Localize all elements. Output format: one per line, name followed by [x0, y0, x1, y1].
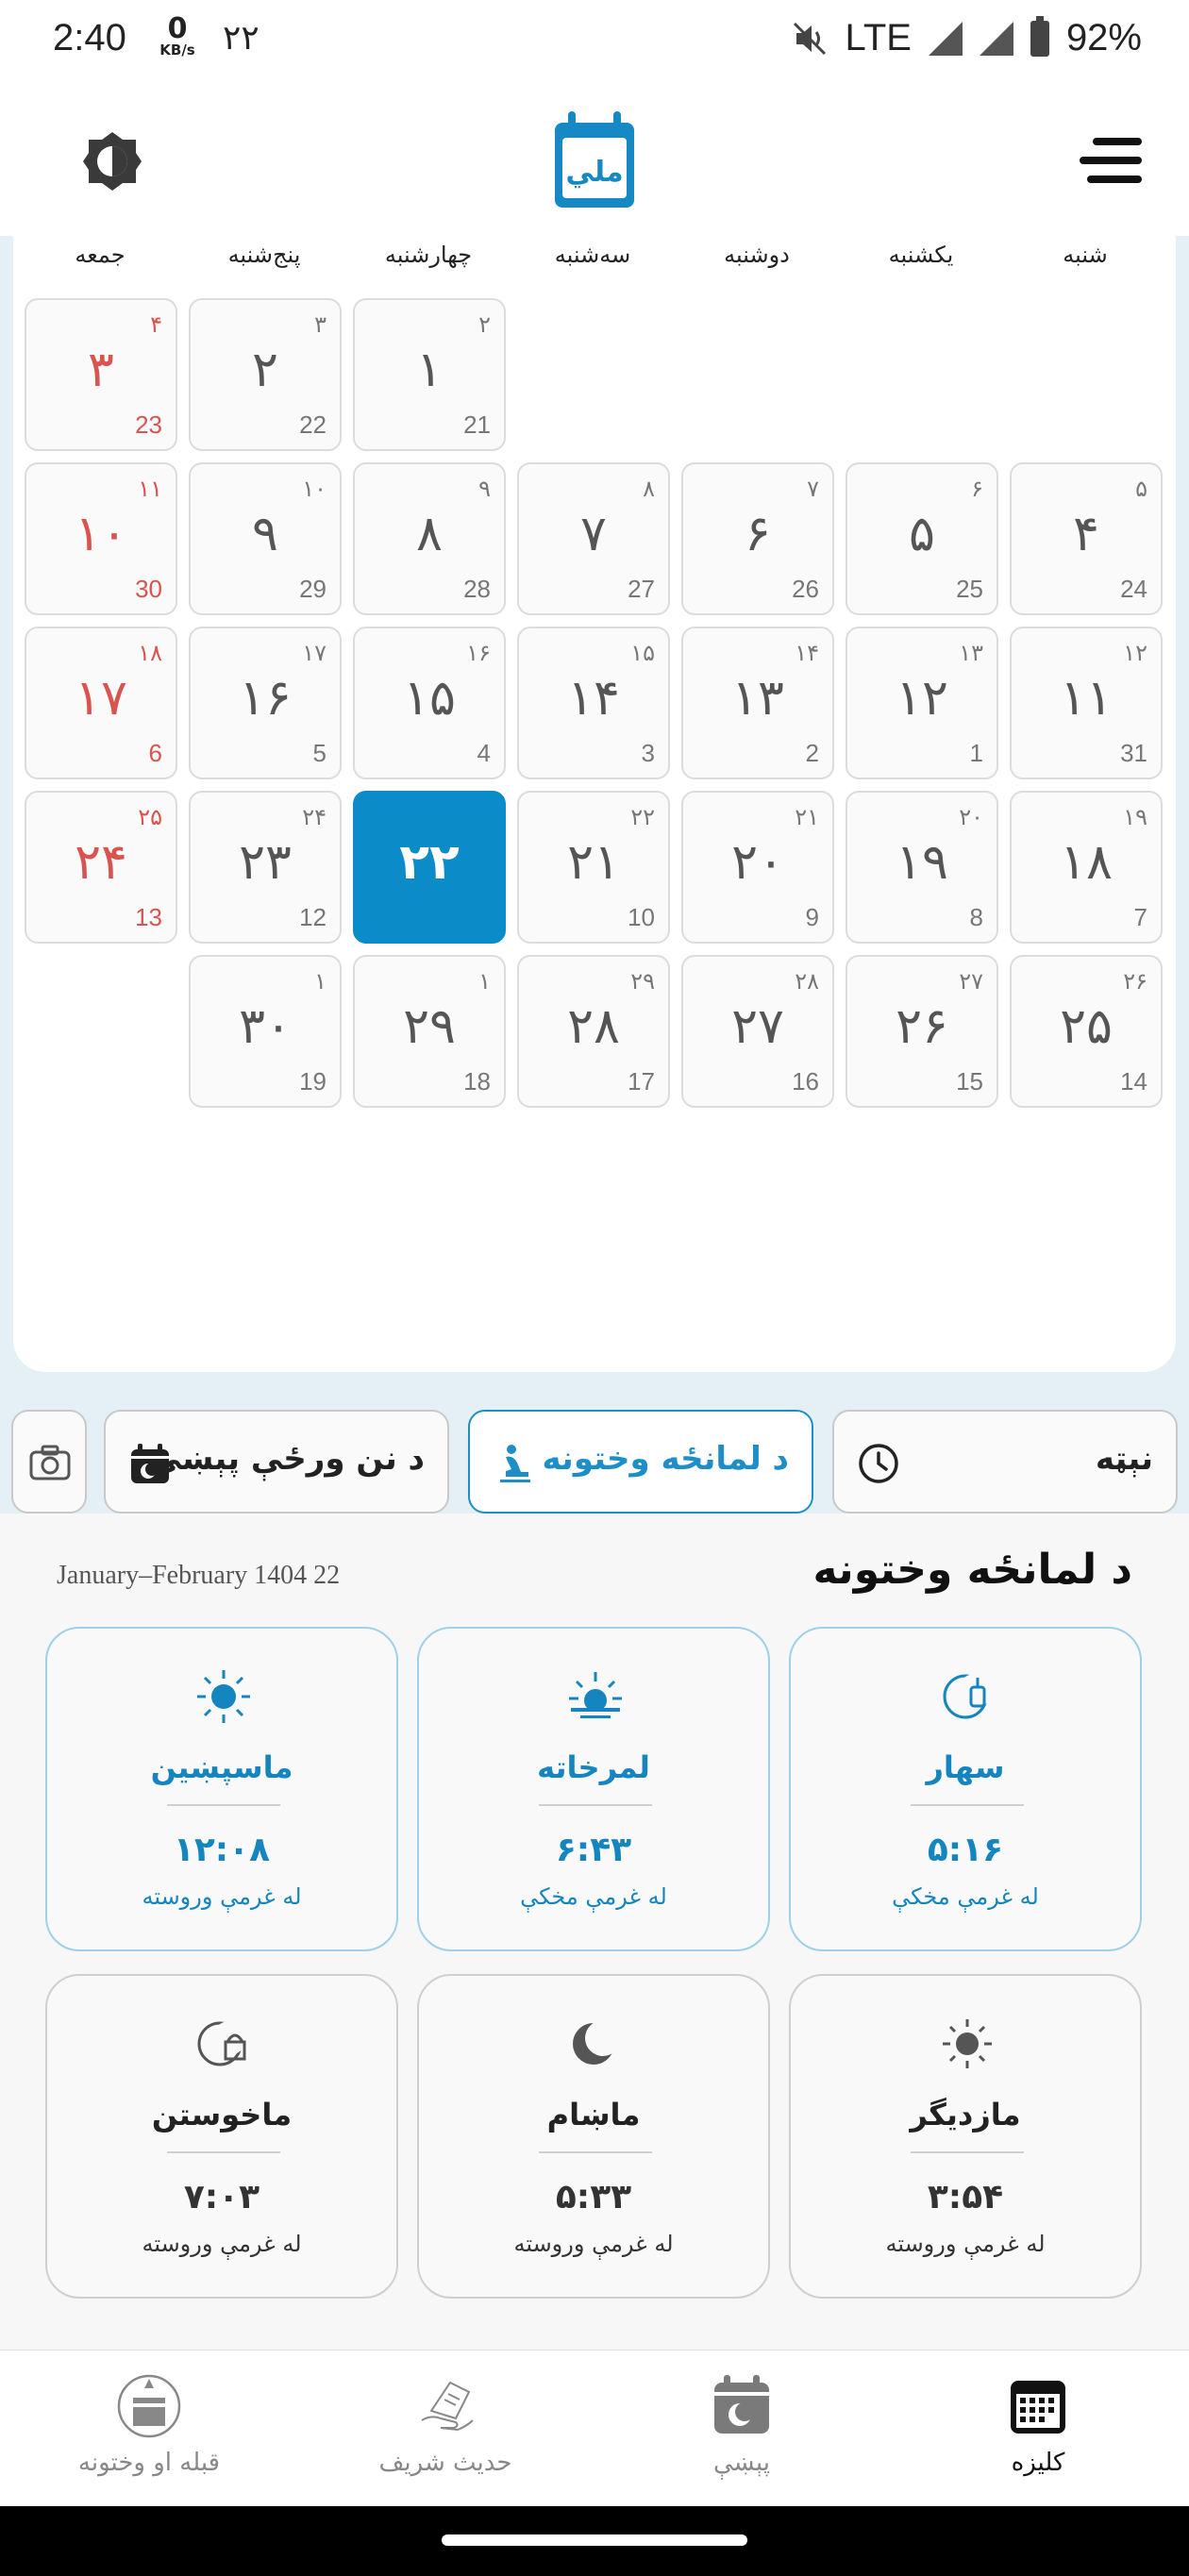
calendar-day[interactable] — [189, 791, 342, 944]
calendar-grid-icon — [1005, 2373, 1071, 2439]
tab-date-label: نېټه — [1095, 1440, 1153, 1478]
logo-text: ملي — [565, 156, 624, 189]
gregorian-day: 19 — [299, 1067, 327, 1096]
prayer-period: له غرمې مخکې — [892, 1883, 1039, 1910]
gregorian-day: 24 — [1120, 575, 1147, 603]
gregorian-day: 9 — [805, 903, 819, 931]
weekday-label: پنج‌شنبه — [227, 242, 301, 268]
calendar-day[interactable] — [25, 298, 177, 451]
day-number: ۱۰ — [75, 506, 127, 562]
calendar-day[interactable] — [1010, 955, 1163, 1108]
gregorian-day: 12 — [299, 903, 327, 931]
gregorian-day: 18 — [463, 1067, 491, 1096]
hijri-day: ۱۷ — [302, 640, 327, 666]
prayer-period: له غرمې وروسته — [885, 2231, 1046, 2257]
gregorian-day: 4 — [477, 739, 491, 767]
prayer-name: ماښام — [546, 2097, 641, 2133]
gregorian-day: 7 — [1133, 903, 1147, 931]
hijri-day: ۲۷ — [959, 968, 983, 995]
weekday-header — [13, 236, 1176, 298]
sun-outline-icon — [937, 2014, 997, 2074]
calendar-day-today[interactable] — [353, 791, 506, 944]
nav-events[interactable] — [638, 2373, 846, 2477]
status-date-badge: ۲۲ — [223, 19, 260, 58]
day-number: ۱۸ — [1060, 834, 1113, 891]
network-speed — [155, 12, 200, 59]
nav-calendar[interactable] — [934, 2373, 1142, 2477]
prayer-times-panel — [0, 1514, 1189, 2350]
hijri-day: ۳ — [314, 311, 327, 338]
hijri-day: ۱۶ — [466, 640, 491, 666]
day-number: ۵ — [909, 506, 935, 562]
day-number: ۱۷ — [75, 670, 127, 727]
day-number: ۱ — [416, 342, 443, 398]
prayer-name: سهار — [926, 1749, 1005, 1785]
hijri-day: ۵ — [1135, 476, 1147, 502]
gregorian-day: 25 — [956, 575, 983, 603]
calendar-crescent-icon — [709, 2373, 775, 2439]
day-number: ۱۵ — [403, 670, 456, 727]
app-logo — [553, 109, 636, 209]
day-number: ۲۸ — [567, 998, 620, 1055]
gregorian-day: 21 — [463, 410, 491, 439]
prayer-divider — [167, 1804, 280, 1806]
network-speed-unit: KB/s — [159, 42, 195, 59]
tab-prayer-times[interactable] — [468, 1410, 813, 1514]
gregorian-day: 30 — [135, 575, 162, 603]
calendar-day[interactable] — [681, 955, 834, 1108]
prayer-time: ۳:۵۴ — [927, 2178, 1004, 2216]
nav-events-label: پېښې — [713, 2449, 770, 2477]
hijri-day: ۱۱ — [138, 476, 162, 502]
gregorian-day: 16 — [792, 1067, 819, 1096]
gregorian-day: 5 — [312, 739, 327, 767]
calendar-day[interactable] — [189, 955, 342, 1108]
hijri-day: ۹ — [478, 476, 491, 502]
calendar-day[interactable] — [846, 791, 998, 944]
gregorian-day: 31 — [1120, 739, 1147, 767]
calendar-day[interactable] — [25, 462, 177, 615]
prayer-time: ۱۲:۰۸ — [173, 1831, 271, 1869]
moon-mosque-icon — [193, 2014, 254, 2074]
status-right — [791, 17, 1142, 59]
gregorian-day: 26 — [792, 575, 819, 603]
prayer-card[interactable] — [417, 1974, 770, 2299]
weekday-label: جمعه — [75, 242, 126, 268]
calendar-day[interactable] — [189, 298, 342, 451]
signal-icon-2 — [980, 22, 1013, 56]
hijri-day: ۲۰ — [959, 804, 983, 830]
battery-icon — [1030, 21, 1049, 57]
calendar-day[interactable] — [517, 462, 670, 615]
nav-qibla[interactable] — [45, 2373, 253, 2477]
hijri-day: ۱۵ — [630, 640, 655, 666]
hijri-day: ۱۲ — [1123, 640, 1147, 666]
prayer-time: ۵:۱۶ — [927, 1831, 1004, 1869]
prayer-name: ماخوستن — [151, 2097, 293, 2133]
gesture-bar — [0, 2506, 1189, 2576]
calendar-day[interactable] — [353, 462, 506, 615]
hijri-day: ۱۸ — [138, 640, 162, 666]
calendar-day[interactable] — [189, 462, 342, 615]
hijri-day: ۱۰ — [302, 476, 327, 502]
hijri-day: ۲۱ — [795, 804, 819, 830]
day-number: ۴ — [1073, 506, 1099, 562]
bottom-navigation — [0, 2350, 1189, 2506]
prayer-name: مازدیگر — [910, 2097, 1021, 2133]
gregorian-day: 17 — [628, 1067, 655, 1096]
calendar-day[interactable] — [846, 627, 998, 779]
prayer-time: ۵:۳۳ — [555, 2178, 632, 2216]
calendar-day[interactable] — [353, 627, 506, 779]
calendar-day[interactable] — [517, 955, 670, 1108]
calendar-day[interactable] — [517, 627, 670, 779]
prayer-card[interactable] — [45, 1627, 398, 1951]
weekday-label: دوشنبه — [724, 242, 790, 268]
hijri-day: ۲۵ — [138, 804, 162, 830]
gregorian-day: 3 — [641, 739, 655, 767]
network-type: LTE — [845, 17, 912, 59]
gregorian-day: 13 — [135, 903, 162, 931]
camera-icon — [29, 1445, 71, 1480]
camera-button[interactable] — [11, 1410, 87, 1514]
mute-icon — [791, 20, 829, 58]
prayer-period: له غرمې وروسته — [142, 1883, 302, 1910]
calendar-day[interactable] — [1010, 791, 1163, 944]
hijri-day: ۲ — [478, 311, 491, 338]
hijri-day: ۲۸ — [795, 968, 819, 995]
nav-hadith[interactable] — [342, 2373, 549, 2477]
hijri-day: ۱ — [314, 968, 327, 995]
home-indicator[interactable] — [442, 2534, 747, 2546]
sunrise-icon — [565, 1666, 626, 1727]
crescent-lantern-icon — [937, 1666, 997, 1727]
day-number: ۲۰ — [731, 834, 784, 891]
hijri-day: ۷ — [807, 476, 819, 502]
prayer-divider — [911, 2151, 1024, 2153]
prayer-time: ۶:۴۳ — [555, 1831, 632, 1869]
prayer-title: د لمانځه وختونه — [812, 1546, 1132, 1594]
moon-icon — [565, 2014, 626, 2074]
weekday-label: شنبه — [1063, 242, 1108, 268]
nav-calendar-label: کلیزه — [1011, 2449, 1065, 2477]
day-number: ۲۷ — [731, 998, 784, 1055]
calendar-day[interactable] — [1010, 627, 1163, 779]
day-number: ۱۱ — [1060, 670, 1113, 727]
tab-date[interactable] — [832, 1410, 1178, 1514]
day-number: ۱۴ — [567, 670, 620, 727]
calendar-day[interactable] — [189, 627, 342, 779]
menu-icon[interactable] — [1076, 132, 1144, 189]
theme-toggle-icon[interactable] — [81, 130, 143, 192]
calendar-day[interactable] — [846, 462, 998, 615]
calendar-day[interactable] — [681, 627, 834, 779]
signal-icon — [929, 22, 963, 56]
tab-events-label: د نن ورځې پېښې — [149, 1440, 425, 1478]
hijri-day: ۲۲ — [630, 804, 655, 830]
day-number: ۲ — [252, 342, 278, 398]
prayer-period: له غرمې مخکې — [520, 1883, 667, 1910]
hijri-day: ۱ — [478, 968, 491, 995]
prayer-divider — [167, 2151, 280, 2153]
praying-person-icon — [493, 1442, 536, 1485]
prayer-divider — [911, 1804, 1024, 1806]
day-number: ۳۰ — [239, 998, 292, 1055]
app-header — [0, 83, 1189, 236]
hijri-day: ۴ — [150, 311, 162, 338]
hijri-day: ۱۳ — [959, 640, 983, 666]
clock-icon — [857, 1442, 900, 1485]
hijri-day: ۱۹ — [1123, 804, 1147, 830]
kaaba-compass-icon — [116, 2373, 182, 2439]
day-number: ۱۶ — [239, 670, 292, 727]
hijri-day: ۲۴ — [302, 804, 327, 830]
prayer-card[interactable] — [789, 1974, 1142, 2299]
view-tabs — [0, 1410, 1189, 1514]
network-speed-value: 0 — [167, 12, 188, 45]
day-number: ۲۵ — [1060, 998, 1113, 1055]
gregorian-day: 28 — [463, 575, 491, 603]
day-number: ۱۹ — [896, 834, 948, 891]
gregorian-day: 10 — [628, 903, 655, 931]
day-number: ۸ — [416, 506, 443, 562]
calendar-day[interactable] — [1010, 462, 1163, 615]
hijri-day: ۶ — [971, 476, 983, 502]
hijri-day: ۸ — [643, 476, 655, 502]
day-number: ۲۱ — [567, 834, 620, 891]
prayer-period: له غرمې وروسته — [513, 2231, 674, 2257]
calendar-day[interactable] — [681, 791, 834, 944]
status-time: 2:40 — [53, 17, 126, 59]
battery-level: 92% — [1065, 17, 1142, 59]
gregorian-day: 14 — [1120, 1067, 1147, 1096]
gregorian-day: 2 — [805, 739, 819, 767]
gregorian-day: 23 — [135, 410, 162, 439]
prayer-name: ماسپښین — [150, 1749, 293, 1785]
gregorian-day: 8 — [969, 903, 983, 931]
gregorian-day: 1 — [969, 739, 983, 767]
calendar-day[interactable] — [846, 955, 998, 1108]
prayer-period: له غرمې وروسته — [142, 2231, 302, 2257]
weekday-label: یکشنبه — [888, 242, 954, 268]
day-number: ۹ — [252, 506, 278, 562]
prayer-card[interactable] — [789, 1627, 1142, 1951]
day-number: ۲۴ — [75, 834, 127, 891]
prayer-name: لمرخاته — [537, 1749, 650, 1785]
calendar-day[interactable] — [353, 955, 506, 1108]
status-bar — [0, 0, 1189, 83]
prayer-divider — [539, 2151, 652, 2153]
hijri-day: ۲۹ — [630, 968, 655, 995]
day-number: ۳ — [88, 342, 114, 398]
day-number: ۱۳ — [731, 670, 784, 727]
day-number: ۷ — [580, 506, 607, 562]
nav-qibla-label: قبله او وختونه — [77, 2449, 221, 2477]
gregorian-day: 22 — [299, 410, 327, 439]
prayer-card[interactable] — [417, 1627, 770, 1951]
calendar-day[interactable] — [353, 298, 506, 451]
prayer-divider — [539, 1804, 652, 1806]
weekday-label: چهارشنبه — [384, 242, 473, 268]
weekday-label: سه‌شنبه — [554, 242, 631, 268]
prayer-date: January–February 1404 22 — [57, 1561, 341, 1590]
gregorian-day: 6 — [148, 739, 162, 767]
calendar-day[interactable] — [517, 791, 670, 944]
hijri-day: ۲۶ — [1123, 968, 1147, 995]
prayer-card[interactable] — [45, 1974, 398, 2299]
calendar-day[interactable] — [25, 627, 177, 779]
calendar-day[interactable] — [681, 462, 834, 615]
day-number: ۶ — [745, 506, 771, 562]
day-number: ۲۶ — [896, 998, 948, 1055]
hijri-day: ۱۴ — [795, 640, 819, 666]
gregorian-day: 15 — [956, 1067, 983, 1096]
gregorian-day: 27 — [628, 575, 655, 603]
calendar-day[interactable] — [25, 791, 177, 944]
nav-hadith-label: حدیث شریف — [378, 2449, 512, 2477]
day-number: ۱۲ — [896, 670, 948, 727]
tab-events[interactable] — [104, 1410, 449, 1514]
sun-icon — [193, 1666, 254, 1727]
hand-book-icon — [412, 2373, 478, 2439]
calendar-card — [13, 236, 1176, 1372]
day-number: ۲۳ — [239, 834, 292, 891]
prayer-time: ۷:۰۳ — [183, 2178, 260, 2216]
gregorian-day: 29 — [299, 575, 327, 603]
tab-prayer-label: د لمانځه وختونه — [542, 1440, 789, 1478]
day-number: ۲۲ — [399, 834, 460, 891]
day-number: ۲۹ — [403, 998, 456, 1055]
